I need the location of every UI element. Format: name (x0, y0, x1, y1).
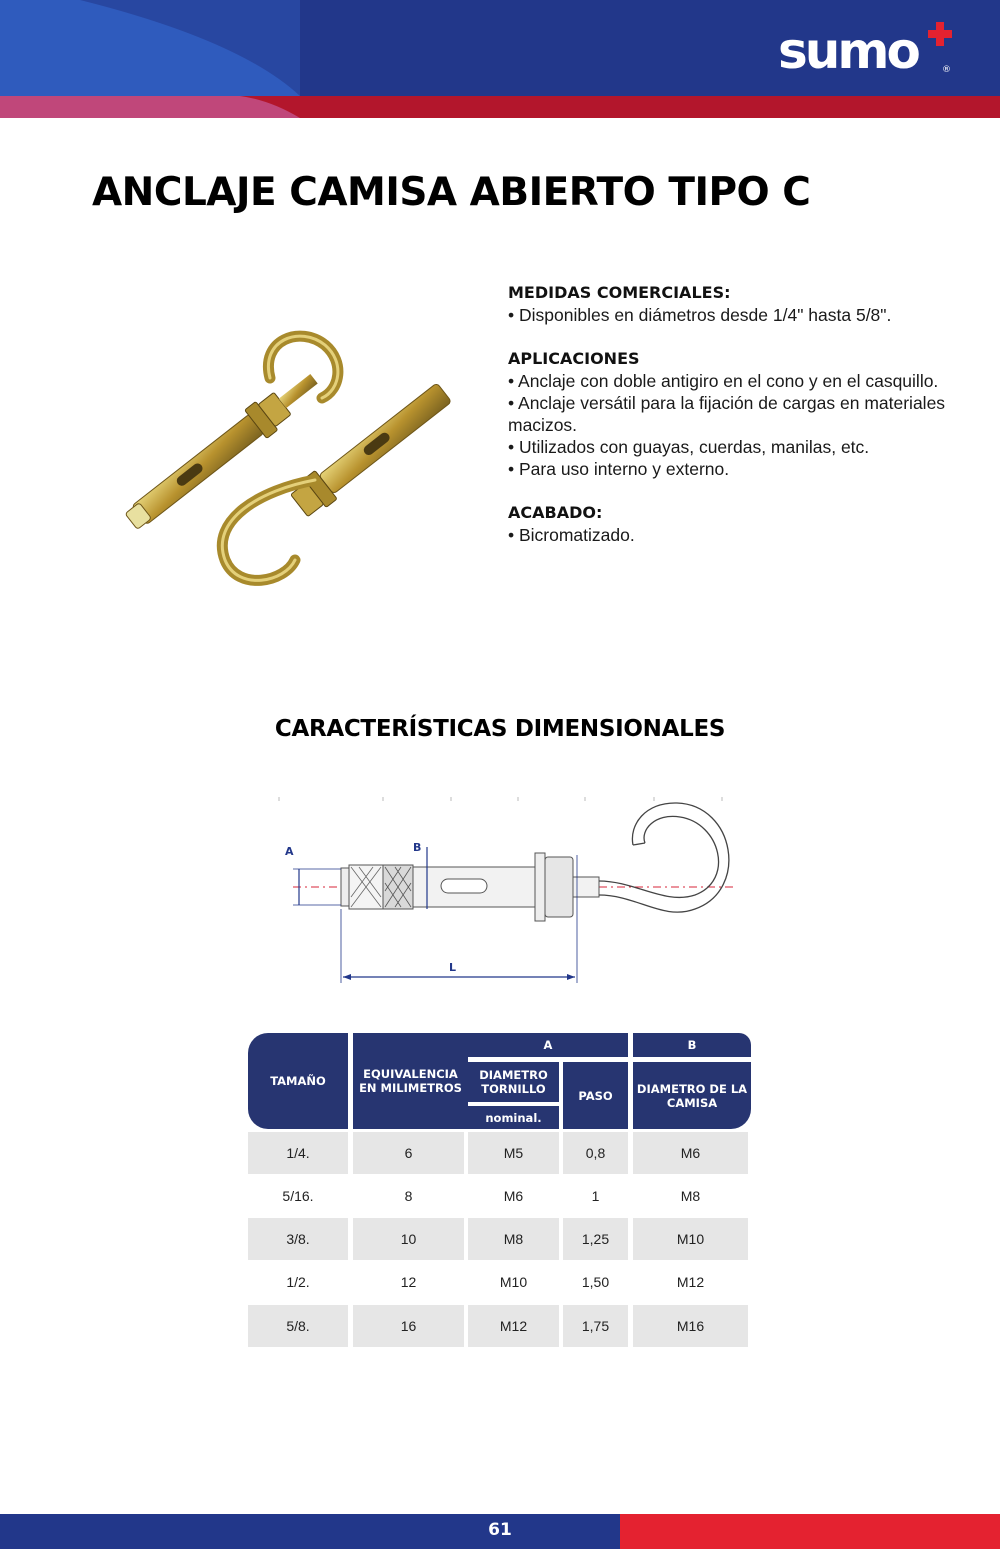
cell-paso: 1,25 (563, 1218, 628, 1260)
cell-paso: 1,75 (563, 1305, 628, 1347)
header-diametro-tornillo: DIAMETRO TORNILLO (468, 1062, 559, 1102)
table-row (248, 1261, 751, 1303)
medidas-section (508, 282, 948, 326)
dimension-l-label: L (449, 961, 457, 974)
acabado-section (508, 502, 948, 546)
table-row (248, 1218, 751, 1260)
cell-paso: 0,8 (563, 1132, 628, 1174)
cell-tamano: 1/4. (248, 1132, 348, 1174)
cell-tornillo: M12 (468, 1305, 559, 1347)
dimension-a-label: A (285, 845, 294, 858)
cell-camisa: M16 (633, 1305, 748, 1347)
cell-paso: 1 (591, 1188, 600, 1204)
header-group-b: B (633, 1033, 751, 1057)
cell-tamano: 1/2. (286, 1274, 310, 1290)
table-row (248, 1175, 751, 1217)
aplicaciones-item: • Para uso interno y externo. (508, 459, 730, 479)
cell-tamano: 5/8. (248, 1305, 348, 1347)
aplicaciones-item: • Anclaje versátil para la fijación de cargas en materiales macizos. (508, 393, 946, 435)
medidas-item: • Disponibles en diámetros desde 1/4" hasta 5/8". (508, 305, 892, 325)
cell-tamano: 3/8. (248, 1218, 348, 1260)
svg-text:®: ® (942, 65, 951, 75)
cell-mm: 10 (353, 1218, 464, 1260)
cell-camisa: M6 (633, 1132, 748, 1174)
page-header (0, 0, 1000, 118)
header-paso: PASO (563, 1062, 628, 1129)
aplicaciones-section (508, 348, 948, 480)
cell-mm: 16 (353, 1305, 464, 1347)
aplicaciones-item: • Anclaje con doble antigiro en el cono y en el casquillo. (508, 371, 939, 391)
svg-text:sumo: sumo (778, 22, 918, 80)
product-photo (100, 320, 470, 590)
page-number: 61 (488, 1520, 512, 1540)
aplicaciones-item: • Utilizados con guayas, cuerdas, manilas, etc. (508, 437, 870, 457)
cell-tamano: 5/16. (282, 1188, 314, 1204)
cell-camisa: M10 (633, 1218, 748, 1260)
acabado-item: • Bicromatizado. (508, 525, 635, 545)
header-diametro-camisa: DIAMETRO DE LA CAMISA (633, 1062, 751, 1129)
sumo-logo (778, 20, 968, 80)
cell-paso: 1,50 (581, 1274, 610, 1290)
cell-camisa: M12 (676, 1274, 705, 1290)
header-group-a: A (468, 1033, 628, 1057)
table-row (248, 1305, 751, 1347)
page-title: ANCLAJE CAMISA ABIERTO TIPO C (92, 170, 811, 215)
product-info (508, 282, 948, 568)
section-subtitle: CARACTERÍSTICAS DIMENSIONALES (274, 716, 726, 742)
medidas-heading: MEDIDAS COMERCIALES: (508, 283, 731, 302)
cell-tornillo: M10 (499, 1274, 528, 1290)
header-tamano: TAMAÑO (248, 1033, 348, 1129)
cell-mm: 6 (353, 1132, 464, 1174)
page-footer (0, 1514, 1000, 1549)
dimension-b-label: B (413, 841, 422, 854)
acabado-heading: ACABADO: (508, 503, 603, 522)
cell-tornillo: M8 (468, 1218, 559, 1260)
cell-tornillo: M6 (503, 1188, 524, 1204)
header-nominal: nominal. (468, 1106, 559, 1129)
cell-tornillo: M5 (468, 1132, 559, 1174)
technical-diagram (265, 795, 745, 990)
cell-mm: 12 (400, 1274, 417, 1290)
header-equivalencia: EQUIVALENCIA EN MILIMETROS (353, 1033, 468, 1129)
cell-camisa: M8 (680, 1188, 701, 1204)
cell-mm: 8 (404, 1188, 413, 1204)
table-row (248, 1132, 751, 1174)
aplicaciones-heading: APLICACIONES (508, 349, 640, 368)
